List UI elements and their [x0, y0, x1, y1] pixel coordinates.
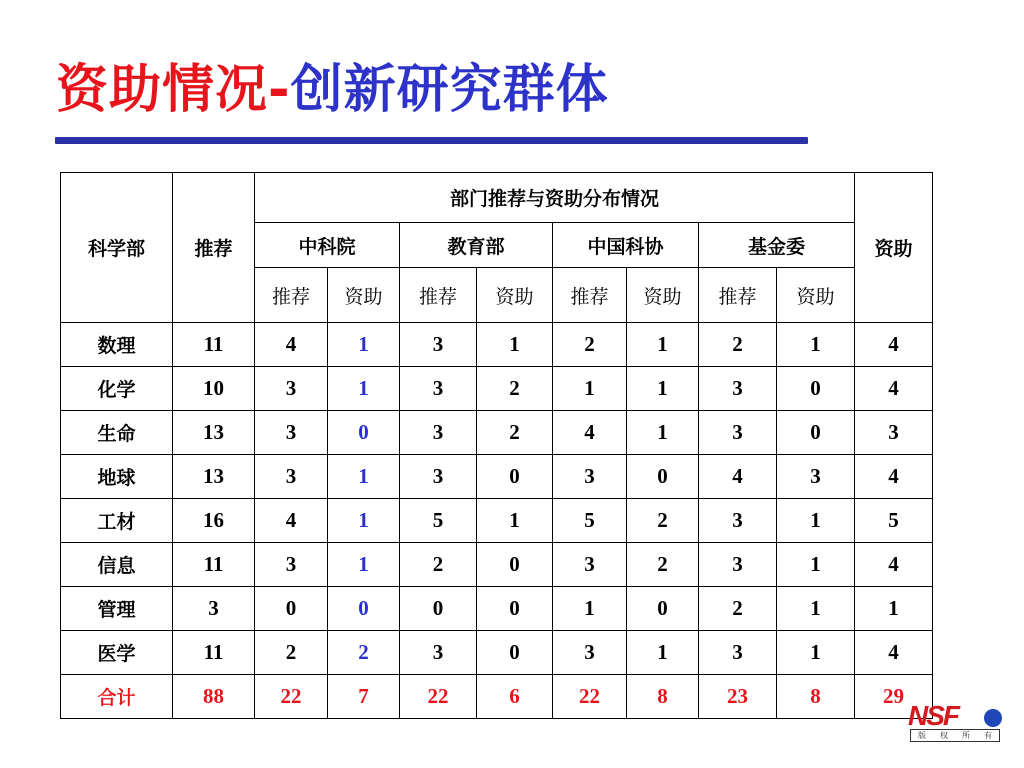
cell-moe-funded: 0: [477, 543, 553, 587]
nsfc-logo-caption: [910, 729, 1000, 742]
header-discipline: 科学部: [61, 173, 173, 323]
cell-cast-funded: 2: [627, 543, 699, 587]
cell-recommend-total: 11: [173, 543, 255, 587]
nsfc-logo: [908, 702, 1004, 742]
cell-cast-recommend: 3: [553, 455, 627, 499]
subheader-recommend: 推荐: [699, 268, 777, 323]
cell-moe-recommend: 5: [400, 499, 477, 543]
cell-funded-total: 1: [855, 587, 933, 631]
cell-cast-recommend: 2: [553, 323, 627, 367]
row-label: 化学: [61, 367, 173, 411]
cell-cas-funded: 1: [328, 543, 400, 587]
total-row: [61, 675, 933, 719]
row-label: 地球: [61, 455, 173, 499]
cell-moe-funded: 0: [477, 455, 553, 499]
funding-table: [60, 172, 933, 719]
cell-recommend-total: 13: [173, 455, 255, 499]
cell-nsfc-funded: 1: [777, 543, 855, 587]
total-cas-recommend: 22: [255, 675, 328, 719]
table-row: [61, 411, 933, 455]
cell-funded-total: 4: [855, 455, 933, 499]
cell-cas-recommend: 2: [255, 631, 328, 675]
cell-nsfc-funded: 1: [777, 323, 855, 367]
total-label: 合计: [61, 675, 173, 719]
cell-nsfc-funded: 1: [777, 499, 855, 543]
total-moe-recommend: 22: [400, 675, 477, 719]
subheader-recommend: 推荐: [400, 268, 477, 323]
cell-cas-funded: 1: [328, 323, 400, 367]
row-label: 工材: [61, 499, 173, 543]
total-cast-funded: 8: [627, 675, 699, 719]
row-label: 管理: [61, 587, 173, 631]
header-funded-total: 资助: [855, 173, 933, 323]
logo-caption-char: 版: [918, 731, 926, 740]
cell-recommend-total: 10: [173, 367, 255, 411]
total-funded: 29: [855, 675, 933, 719]
total-moe-funded: 6: [477, 675, 553, 719]
cell-moe-funded: 0: [477, 587, 553, 631]
total-recommend: 88: [173, 675, 255, 719]
header-row-1: [61, 173, 933, 223]
total-nsfc-recommend: 23: [699, 675, 777, 719]
cell-funded-total: 4: [855, 543, 933, 587]
cell-moe-funded: 0: [477, 631, 553, 675]
logo-caption-char: 有: [984, 731, 992, 740]
cell-nsfc-recommend: 3: [699, 499, 777, 543]
cell-nsfc-recommend: 2: [699, 323, 777, 367]
cell-nsfc-recommend: 4: [699, 455, 777, 499]
total-nsfc-funded: 8: [777, 675, 855, 719]
total-cas-funded: 7: [328, 675, 400, 719]
cell-cas-recommend: 3: [255, 543, 328, 587]
cell-moe-recommend: 3: [400, 367, 477, 411]
row-label: 信息: [61, 543, 173, 587]
header-dept-cast: 中国科协: [553, 223, 699, 268]
subheader-funded: 资助: [477, 268, 553, 323]
cell-cas-funded: 0: [328, 587, 400, 631]
cell-cas-recommend: 0: [255, 587, 328, 631]
row-label: 数理: [61, 323, 173, 367]
cell-cast-recommend: 1: [553, 367, 627, 411]
cell-nsfc-recommend: 3: [699, 411, 777, 455]
cell-cast-funded: 2: [627, 499, 699, 543]
table-row: [61, 631, 933, 675]
subheader-recommend: 推荐: [553, 268, 627, 323]
cell-recommend-total: 11: [173, 631, 255, 675]
cell-nsfc-recommend: 2: [699, 587, 777, 631]
cell-cas-recommend: 3: [255, 367, 328, 411]
cell-nsfc-funded: 0: [777, 411, 855, 455]
header-distribution: 部门推荐与资助分布情况: [255, 173, 855, 223]
cell-recommend-total: 13: [173, 411, 255, 455]
cell-cast-funded: 1: [627, 631, 699, 675]
header-recommend-total: 推荐: [173, 173, 255, 323]
cell-funded-total: 4: [855, 367, 933, 411]
table-row: [61, 455, 933, 499]
cell-cas-funded: 0: [328, 411, 400, 455]
cell-cas-recommend: 4: [255, 323, 328, 367]
cell-recommend-total: 16: [173, 499, 255, 543]
cell-cast-recommend: 3: [553, 543, 627, 587]
nsfc-logo-dot-icon: [984, 709, 1002, 727]
subheader-recommend: 推荐: [255, 268, 328, 323]
cell-cast-recommend: 4: [553, 411, 627, 455]
cell-cast-funded: 1: [627, 367, 699, 411]
cell-recommend-total: 11: [173, 323, 255, 367]
subheader-funded: 资助: [328, 268, 400, 323]
cell-cast-recommend: 3: [553, 631, 627, 675]
cell-moe-recommend: 3: [400, 455, 477, 499]
cell-cas-funded: 1: [328, 367, 400, 411]
cell-moe-funded: 2: [477, 411, 553, 455]
table-row: [61, 499, 933, 543]
cell-moe-recommend: 2: [400, 543, 477, 587]
table-row: [61, 367, 933, 411]
cell-nsfc-funded: 3: [777, 455, 855, 499]
title-underline: [55, 137, 808, 144]
logo-caption-char: 权: [940, 731, 948, 740]
cell-moe-recommend: 3: [400, 631, 477, 675]
row-label: 生命: [61, 411, 173, 455]
row-label: 医学: [61, 631, 173, 675]
table-row: [61, 323, 933, 367]
header-dept-moe: 教育部: [400, 223, 553, 268]
header-dept-nsfc: 基金委: [699, 223, 855, 268]
cell-funded-total: 4: [855, 631, 933, 675]
cell-cast-recommend: 5: [553, 499, 627, 543]
cell-moe-funded: 2: [477, 367, 553, 411]
subheader-funded: 资助: [777, 268, 855, 323]
cell-nsfc-recommend: 3: [699, 543, 777, 587]
cell-cas-funded: 1: [328, 499, 400, 543]
subheader-funded: 资助: [627, 268, 699, 323]
slide-title-prefix: 资助情况-: [56, 60, 291, 120]
cell-nsfc-funded: 0: [777, 367, 855, 411]
total-cast-recommend: 22: [553, 675, 627, 719]
cell-cast-funded: 0: [627, 587, 699, 631]
cell-moe-recommend: 0: [400, 587, 477, 631]
slide-title-topic: 创新研究群体: [290, 60, 609, 120]
cell-funded-total: 5: [855, 499, 933, 543]
table-row: [61, 543, 933, 587]
cell-moe-recommend: 3: [400, 411, 477, 455]
cell-funded-total: 3: [855, 411, 933, 455]
cell-cast-funded: 1: [627, 411, 699, 455]
cell-cast-funded: 0: [627, 455, 699, 499]
cell-nsfc-recommend: 3: [699, 631, 777, 675]
table-row: [61, 587, 933, 631]
nsfc-logo-letters: NSF: [908, 700, 958, 731]
cell-recommend-total: 3: [173, 587, 255, 631]
logo-caption-char: 所: [962, 731, 970, 740]
header-dept-cas: 中科院: [255, 223, 400, 268]
cell-cas-funded: 2: [328, 631, 400, 675]
cell-moe-funded: 1: [477, 323, 553, 367]
cell-cast-funded: 1: [627, 323, 699, 367]
slide-title: [56, 50, 609, 130]
cell-cas-funded: 1: [328, 455, 400, 499]
cell-nsfc-funded: 1: [777, 587, 855, 631]
cell-funded-total: 4: [855, 323, 933, 367]
cell-moe-recommend: 3: [400, 323, 477, 367]
cell-cas-recommend: 3: [255, 455, 328, 499]
cell-cas-recommend: 3: [255, 411, 328, 455]
cell-cas-recommend: 4: [255, 499, 328, 543]
cell-nsfc-recommend: 3: [699, 367, 777, 411]
cell-moe-funded: 1: [477, 499, 553, 543]
cell-cast-recommend: 1: [553, 587, 627, 631]
cell-nsfc-funded: 1: [777, 631, 855, 675]
